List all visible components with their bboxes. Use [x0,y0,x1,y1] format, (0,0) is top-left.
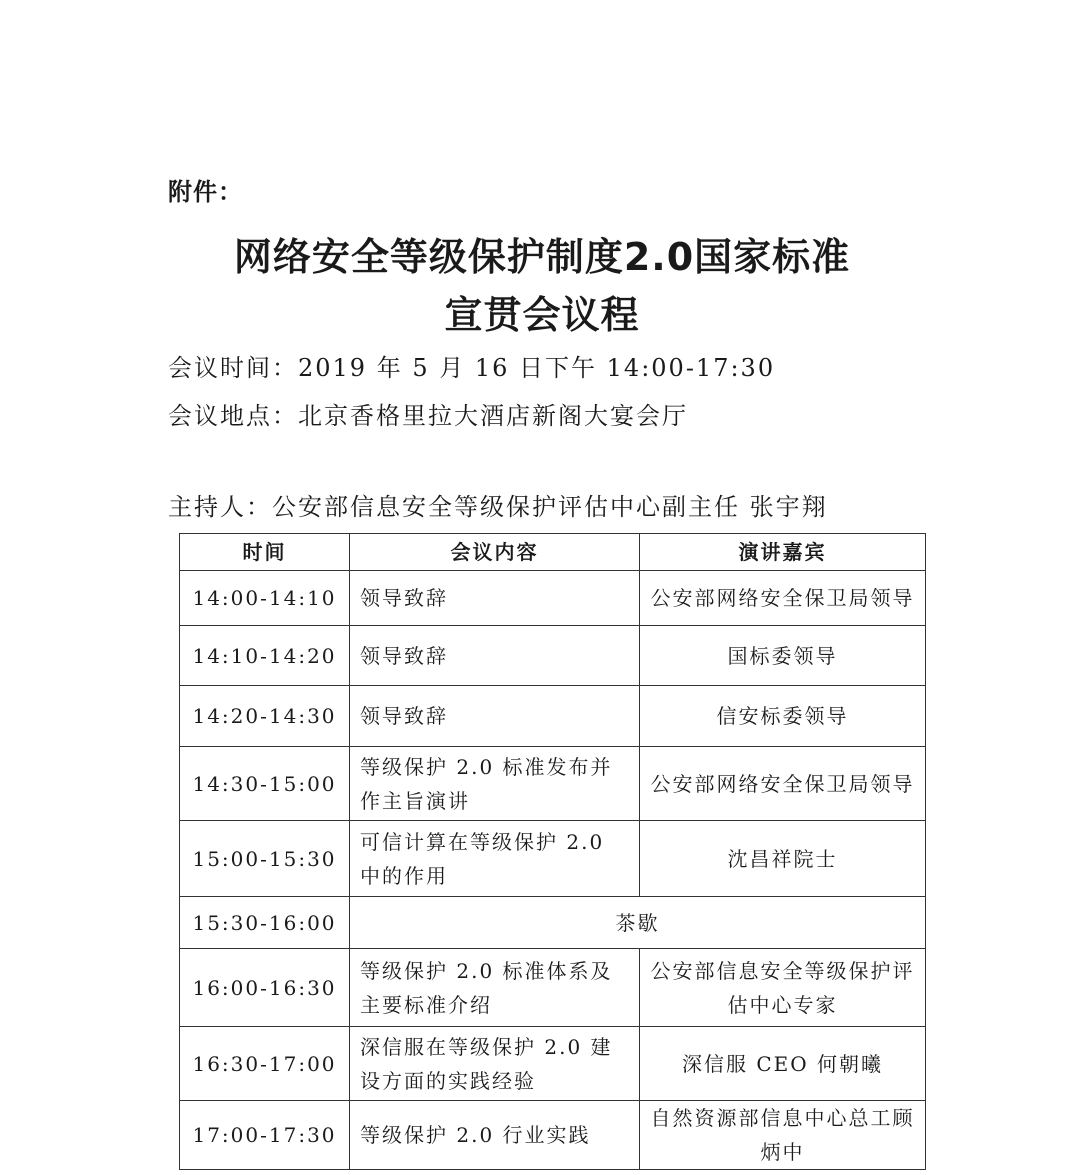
header-speaker: 演讲嘉宾 [640,534,926,571]
table-header-row [180,534,926,571]
table-row-break [180,897,926,949]
row-content: 等级保护 2.0 标准体系及主要标准介绍 [350,949,640,1027]
agenda-table [179,533,926,1170]
row-content: 领导致辞 [350,571,640,626]
row-speaker: 公安部网络安全保卫局领导 [640,571,926,626]
meeting-place: 会议地点：北京香格里拉大酒店新阁大宴会厅 [168,402,688,430]
row-time: 15:00-15:30 [180,821,350,897]
row-content: 领导致辞 [350,686,640,747]
row-time: 14:00-14:10 [180,571,350,626]
meeting-time: 会议时间：2019 年 5 月 16 日下午 14:00-17:30 [168,354,776,382]
row-time: 14:20-14:30 [180,686,350,747]
row-speaker: 国标委领导 [640,626,926,686]
meeting-host: 主持人：公安部信息安全等级保护评估中心副主任 张宇翔 [168,493,828,521]
header-time: 时间 [180,534,350,571]
tea-break: 茶歇 [350,897,926,949]
row-speaker: 公安部信息安全等级保护评估中心专家 [640,949,926,1027]
row-time: 16:00-16:30 [180,949,350,1027]
row-speaker: 信安标委领导 [640,686,926,747]
row-speaker: 深信服 CEO 何朝曦 [640,1027,926,1101]
table-row [180,821,926,897]
document-title-line-1: 网络安全等级保护制度2.0国家标准 [233,235,851,279]
row-content: 领导致辞 [350,626,640,686]
table-row [180,626,926,686]
table-row [180,1101,926,1170]
table-row [180,1027,926,1101]
table-row [180,747,926,821]
row-time: 17:00-17:30 [180,1101,350,1170]
row-content: 深信服在等级保护 2.0 建设方面的实践经验 [350,1027,640,1101]
row-speaker: 沈昌祥院士 [640,821,926,897]
row-content: 可信计算在等级保护 2.0 中的作用 [350,821,640,897]
table-row [180,571,926,626]
table-row [180,949,926,1027]
row-time: 14:10-14:20 [180,626,350,686]
row-content: 等级保护 2.0 行业实践 [350,1101,640,1170]
row-time: 15:30-16:00 [180,897,350,949]
row-content: 等级保护 2.0 标准发布并作主旨演讲 [350,747,640,821]
attachment-label: 附件： [168,178,243,206]
row-time: 16:30-17:00 [180,1027,350,1101]
row-speaker: 公安部网络安全保卫局领导 [640,747,926,821]
row-time: 14:30-15:00 [180,747,350,821]
header-content: 会议内容 [350,534,640,571]
row-speaker: 自然资源部信息中心总工顾炳中 [640,1101,926,1170]
document-title-line-2: 宣贯会议程 [444,293,640,337]
table-row [180,686,926,747]
